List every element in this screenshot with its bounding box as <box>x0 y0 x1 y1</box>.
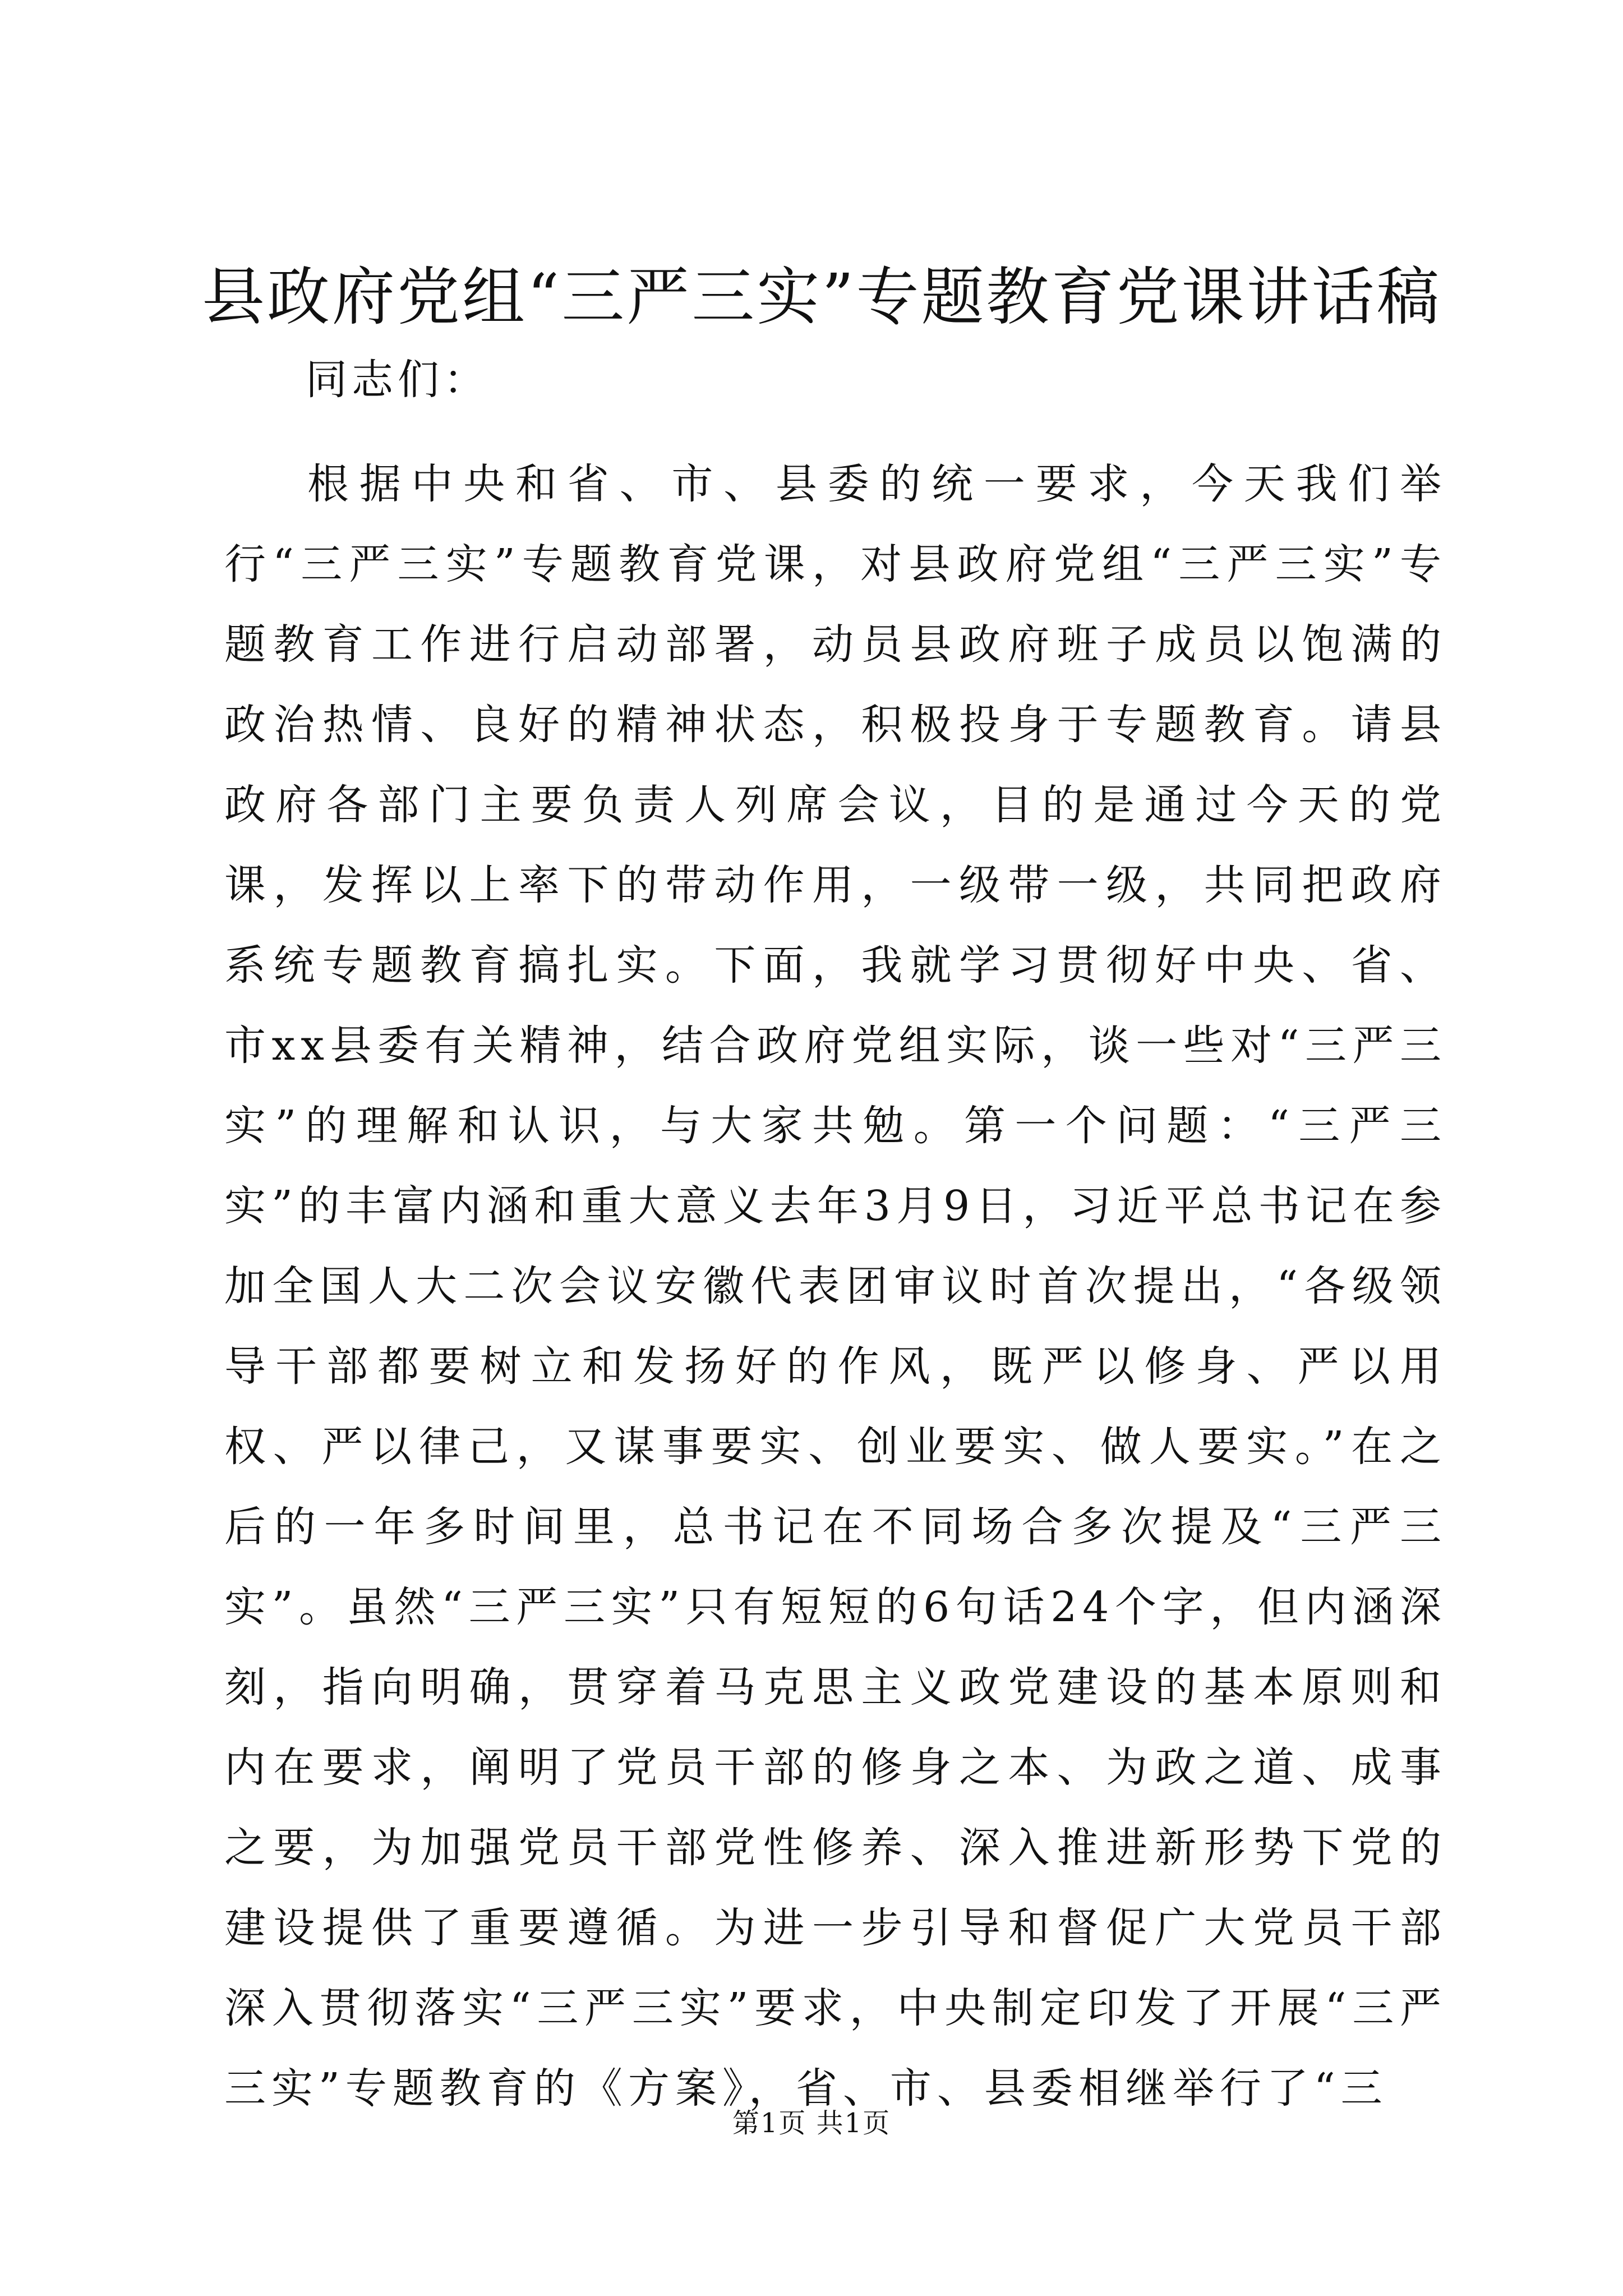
body-paragraph: 根据中央和省、市、县委的统一要求，今天我们举行“三严三实”专题教育党课，对县政府党组“三严三实”专题教育工作进行启动部署，动员县政府班子成员以饱满的政治热情、良好的精神状态，积极投身于专题教育。请县政府各部门主要负责人列席会议，目的是通过今天的党课，发挥以上率下的带动作用，一级带一级，共同把政府系统专题教育搞扎实。下面，我就学习贯彻好中央、省、市xx县委有关精神，结合政府党组实际，谈一些对“三严三实”的理解和认识，与大家共勉。第一个问题：“三严三实”的丰富内涵和重大意义去年3月9日，习近平总书记在参加全国人大二次会议安徽代表团审议时首次提出，“各级领导干部都要树立和发扬好的作风，既严以修身、严以用权、严以律己，又谋事要实、创业要实、做人要实。”在之后的一年多时间里，总书记在不同场合多次提及“三严三实”。虽然“三严三实”只有短短的6句话24个字，但内涵深刻，指向明确，贯穿着马克思主义政党建设的基本原则和内在要求，阐明了党员干部的修身之本、为政之道、成事之要，为加强党员干部党性修养、深入推进新形势下党的建设提供了重要遵循。为进一步引导和督促广大党员干部深入贯彻落实“三严三实”要求，中央制定印发了开展“三严三实”专题教育的《方案》，省、市、县委相继举行了“三 <box>224 460 1447 2113</box>
salutation: 同志们： <box>306 356 490 404</box>
document-title: 县政府党组“三严三实”专题教育党课讲话稿 <box>202 261 1442 334</box>
page-footer: 第1页 共1页 <box>732 2108 891 2139</box>
